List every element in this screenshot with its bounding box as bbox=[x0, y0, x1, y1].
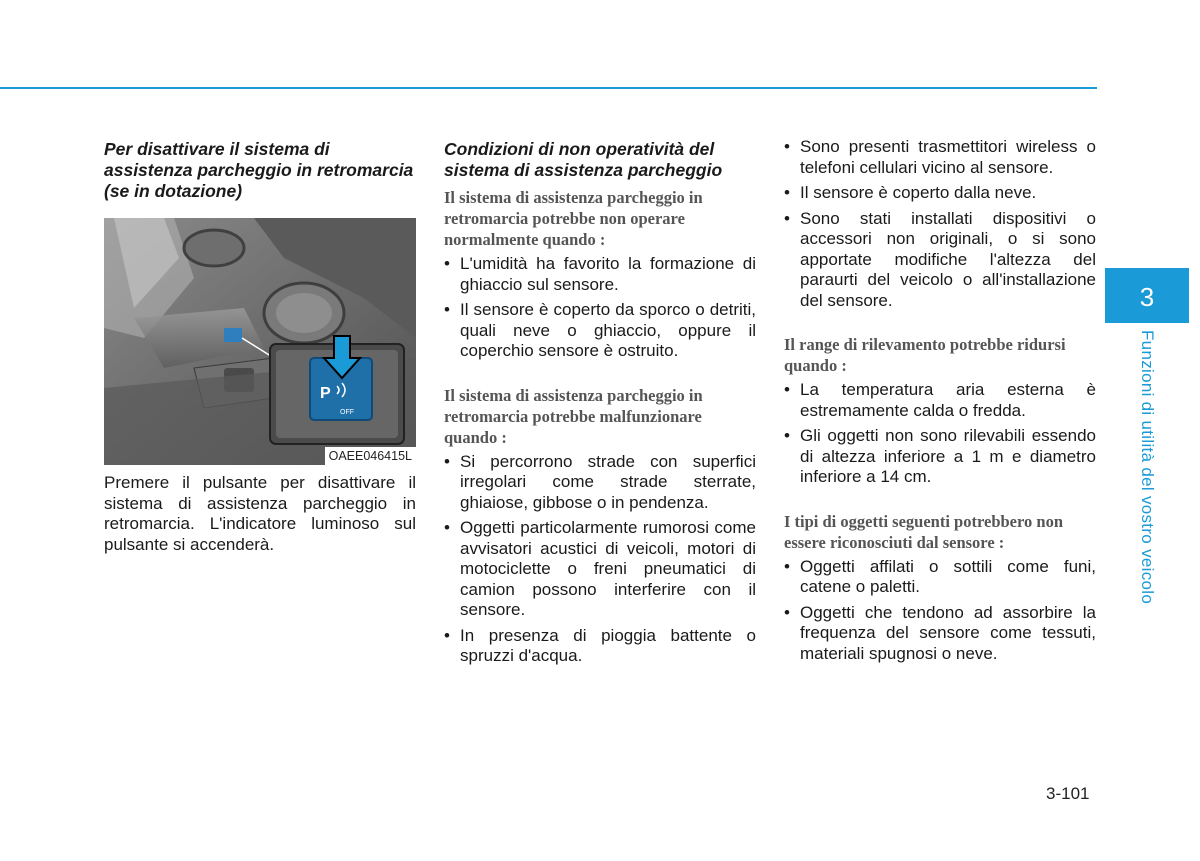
section-heading: Per disattivare il sistema di assistenza parcheggio in retromarcia (se in dotazione) bbox=[104, 139, 414, 201]
bullet-list bbox=[444, 254, 756, 362]
chapter-tab bbox=[1105, 268, 1189, 323]
bullet-list bbox=[784, 557, 1096, 665]
chapter-title: Funzioni di utilità del vostro veicolo bbox=[1138, 330, 1157, 605]
subheading: Il range di rilevamento potrebbe ridursi quando : bbox=[784, 335, 1066, 375]
svg-text:P: P bbox=[320, 385, 331, 402]
subheading: Il sistema di assistenza parcheggio in retromarcia potrebbe non operare normalmente quando : bbox=[444, 188, 703, 249]
column-1 bbox=[104, 139, 416, 555]
list-item: • Si percorrono strade con superfici irregolari come strade sterrate, ghiaiose, gibbose o in pendenza. bbox=[444, 452, 756, 514]
figure-caption: OAEE046415L bbox=[325, 447, 416, 465]
svg-text:OFF: OFF bbox=[340, 409, 354, 416]
chapter-number: 3 bbox=[1139, 282, 1155, 312]
list-item: • Gli oggetti non sono rilevabili essendo di altezza inferiore a 1 m e diametro inferiore a 14 cm. bbox=[784, 426, 1096, 488]
bullet-list bbox=[784, 380, 1096, 488]
list-item: • La temperatura aria esterna è estremamente calda o fredda. bbox=[784, 380, 1096, 421]
subheading: I tipi di oggetti seguenti potrebbero non essere riconosciuti dal sensore : bbox=[784, 511, 1063, 552]
list-item: • Sono stati installati dispositivi o accessori non originali, o si sono apportate modifiche l'altezza del paraurti del veicolo o all'installazione del sensore. bbox=[784, 209, 1096, 312]
section-heading: Condizioni di non operatività del sistema di assistenza parcheggio bbox=[444, 139, 723, 180]
list-item: • Oggetti affilati o sottili come funi, catene o paletti. bbox=[784, 557, 1096, 598]
list-item: • Oggetti che tendono ad assorbire la frequenza del sensore come tessuti, materiali spugnosi o neve. bbox=[784, 603, 1096, 665]
bullet-list bbox=[784, 137, 1096, 311]
list-item: • Il sensore è coperto da sporco o detriti, quali neve o ghiaccio, oppure il coperchio sensore è ostruito. bbox=[444, 300, 756, 362]
body-paragraph: Premere il pulsante per disattivare il sistema di assistenza parcheggio in retromarcia. L'indicatore luminoso sul pulsante si accenderà. bbox=[104, 473, 416, 554]
subheading: Il sistema di assistenza parcheggio in retromarcia potrebbe malfunzionare quando : bbox=[444, 385, 703, 447]
bullet-list bbox=[444, 452, 756, 667]
list-item: • Oggetti particolarmente rumorosi come avvisatori acustici di veicoli, motori di motociclette o freni pneumatici di camion possono interferire con il sensore. bbox=[444, 518, 756, 621]
page-number: 3-101 bbox=[1046, 784, 1090, 803]
console-illustration bbox=[104, 218, 416, 465]
list-item: • L'umidità ha favorito la formazione di ghiaccio sul sensore. bbox=[444, 254, 756, 295]
column-2 bbox=[444, 139, 756, 672]
column-3 bbox=[784, 137, 1096, 669]
list-item: • Sono presenti trasmettitori wireless o telefoni cellulari vicino al sensore. bbox=[784, 137, 1096, 178]
list-item: • Il sensore è coperto dalla neve. bbox=[784, 183, 1096, 204]
top-rule bbox=[0, 87, 1097, 89]
console-figure bbox=[104, 218, 416, 465]
list-item: • In presenza di pioggia battente o spruzzi d'acqua. bbox=[444, 626, 756, 667]
